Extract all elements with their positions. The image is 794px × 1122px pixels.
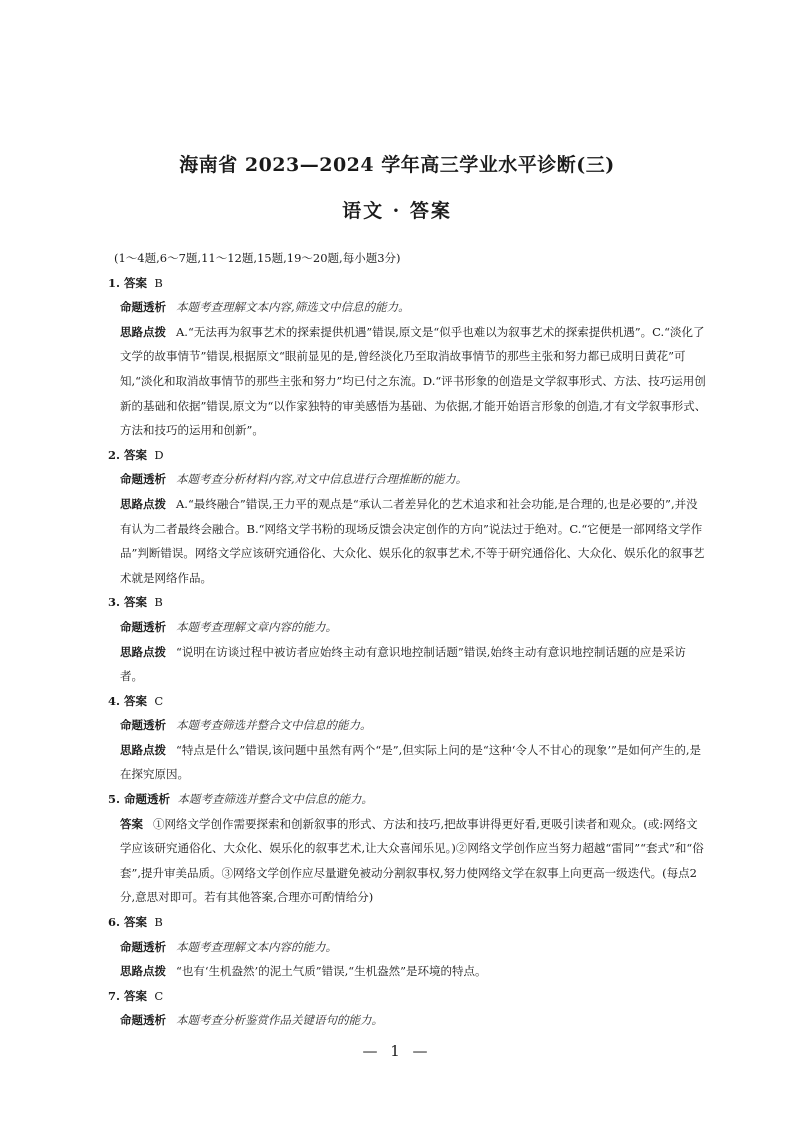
analysis-text: 本题考查理解文本内容的能力。: [176, 939, 337, 954]
question-2: [108, 443, 708, 591]
answer-label: 6. 答案: [108, 915, 148, 930]
analysis-label: 命题透析: [120, 718, 166, 733]
question-3: [108, 590, 708, 688]
answer-label: 答案: [120, 816, 143, 831]
analysis-text: 本题考查筛选并整合文中信息的能力。: [176, 718, 372, 733]
answer-label: 7. 答案: [108, 988, 148, 1003]
hint-text: “特点是什么”错误,该问题中虽然有两个“是”,但实际上问的是“这种‘令人不甘心的现象’”是如何产生的,是在探究原因。: [120, 742, 702, 782]
answer-value: D: [154, 447, 164, 462]
answer-label: 1. 答案: [108, 275, 148, 290]
question-7: [108, 984, 708, 1033]
hint-label: 思路点拨: [120, 742, 166, 757]
analysis-text: 本题考查分析材料内容,对文中信息进行合理推断的能力。: [176, 472, 468, 487]
answer-text: ①网络文学创作需要探索和创新叙事的形式、方法和技巧,把故事讲得更好看,更吸引读者和观众。(或:网络文学应该研究通俗化、大众化、娱乐化的叙事艺术,让大众喜闻乐见。)②网络文学创作应当努力超越“雷同”“套式”和“俗套”,提升审美品质。③网络文学创作应尽量避免被动分割叙事权,努力使网络文学在叙事上向更高一级迭代。(每点2分,意思对即可。若有其他答案,合理亦可酌情给分): [120, 816, 704, 905]
hint-label: 思路点拨: [120, 644, 166, 659]
analysis-label: 命题透析: [120, 1013, 166, 1028]
answer-label: 2. 答案: [108, 447, 148, 462]
question-6: [108, 910, 708, 984]
answer-value: B: [154, 915, 163, 930]
hint-text: A.“最终融合”错误,王力平的观点是“承认二者差异化的艺术追求和社会功能,是合理的,也是必要的”,并没有认为二者最终会融合。B.“网络文学书粉的现场反馈会决定创作的方向”说法过于绝对。C.“它便是一部网络文学作品”判断错误。网络文学应该研究通俗化、大众化、娱乐化的叙事艺术,不等于研究通俗化、大众化、娱乐化的叙事艺术就是网络作品。: [120, 496, 705, 585]
hint-text: A.“无法再为叙事艺术的探索提供机遇”错误,原文是“似乎也难以为叙事艺术的探索提供机遇”。C.“淡化了文学的故事情节”错误,根据原文“眼前显见的是,曾经淡化乃至取消故事情节的那些主张和努力都已成明日黄花”可知,“淡化和取消故事情节的那些主张和努力”均已付之东流。D.“评书形象的创造是文学叙事形式、方法、技巧运用创新的基础和依据”错误,原文为“以作家独特的审美感悟为基础、为依据,才能开始语言形象的创造,才有文学叙事形式、方法和技巧的运用和创新”。: [120, 324, 707, 438]
hint-label: 思路点拨: [120, 324, 166, 339]
question-1: [108, 271, 708, 443]
hint-label: 思路点拨: [120, 964, 166, 979]
analysis-label: 5. 命题透析: [108, 792, 171, 807]
analysis-label: 命题透析: [120, 472, 166, 487]
page-number: — 1 —: [362, 1042, 432, 1060]
hint-text: “说明在访谈过程中被访者应始终主动有意识地控制话题”错误,始终主动有意识地控制话题的应是采访者。: [120, 644, 686, 684]
scoring-note: (1～4题,6～7题,11～12题,15题,19～20题,每小题3分): [114, 251, 401, 265]
answer-label: 4. 答案: [108, 693, 148, 708]
hint-label: 思路点拨: [120, 496, 166, 511]
analysis-text: 本题考查理解文章内容的能力。: [176, 619, 337, 634]
hint-text: “也有‘生机盎然’的泥土气质”错误,“生机盎然”是环境的特点。: [176, 964, 487, 979]
page-title: 海南省 2023—2024 学年高三学业水平诊断(三): [179, 154, 615, 176]
analysis-label: 命题透析: [120, 939, 166, 954]
analysis-text: 本题考查分析鉴赏作品关键语句的能力。: [176, 1013, 383, 1028]
analysis-label: 命题透析: [120, 300, 166, 315]
question-5: [108, 787, 708, 910]
analysis-text: 本题考查筛选并整合文中信息的能力。: [177, 792, 373, 807]
page-subtitle: 语文 · 答案: [342, 200, 452, 222]
question-4: [108, 689, 708, 787]
answer-content: [108, 246, 708, 1033]
analysis-text: 本题考查理解文本内容,筛选文中信息的能力。: [176, 300, 410, 315]
answer-value: B: [154, 275, 163, 290]
answer-value: C: [154, 693, 164, 708]
answer-value: C: [154, 988, 164, 1003]
answer-label: 3. 答案: [108, 595, 148, 610]
answer-value: B: [154, 595, 163, 610]
analysis-label: 命题透析: [120, 619, 166, 634]
